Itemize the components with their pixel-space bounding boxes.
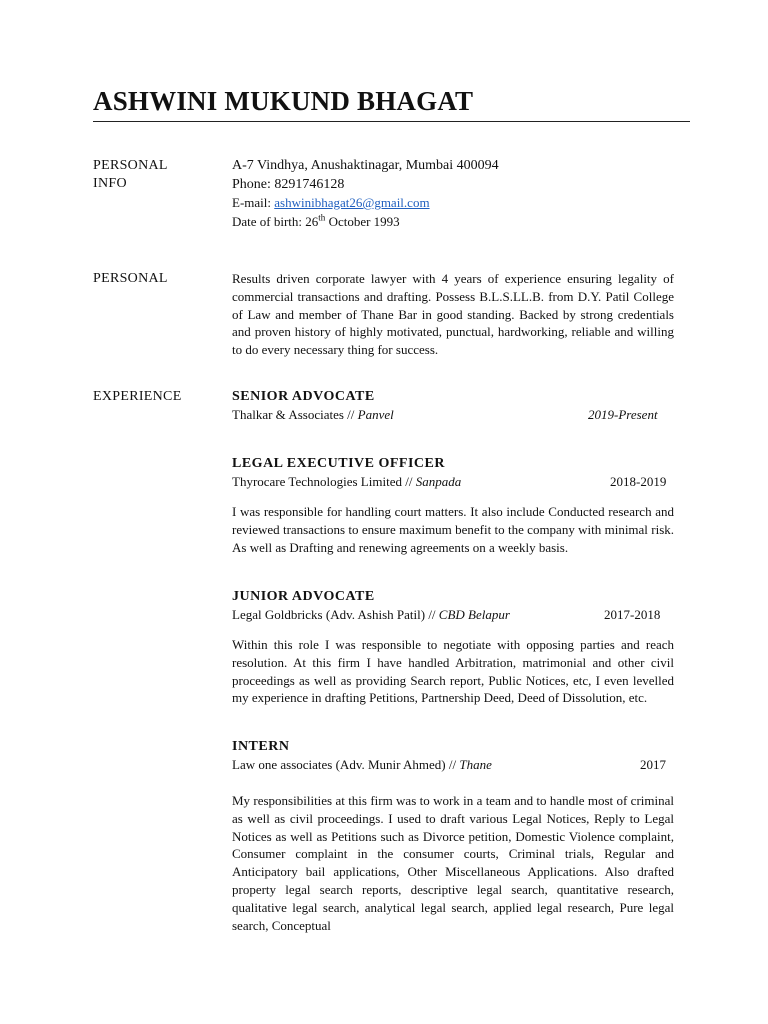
job-org-line: Thyrocare Technologies Limited // Sanpada 2018-2019	[232, 474, 667, 489]
job-years: 2017	[640, 757, 666, 772]
job-years: 2019-Present	[588, 407, 658, 422]
job-org-line: Legal Goldbricks (Adv. Ashish Patil) // CBD Belapur 2017-2018	[232, 607, 661, 622]
job-location: Sanpada	[415, 474, 462, 489]
job-org-line: Law one associates (Adv. Munir Ahmed) // Thane 2017	[232, 757, 666, 772]
job-title: INTERN	[232, 739, 290, 754]
job-title: LEGAL EXECUTIVE OFFICER	[232, 456, 445, 471]
job-org: Law one associates (Adv. Munir Ahmed)	[232, 757, 446, 772]
job-description: I was responsible for handling court matters. It also include Conducted research and reviewed transactions to ensure maximum benefit to the company with minimal risk. As well as Drafting and renewing agreements on a weekly basis.	[232, 504, 674, 555]
phone: Phone: 8291746128	[232, 176, 345, 192]
job-org-line: Thalkar & Associates // Panvel 2019-Present	[232, 407, 658, 422]
job-years: 2017-2018	[604, 607, 661, 622]
personal-info-label: PERSONAL INFO	[93, 158, 168, 191]
job-location: Panvel	[357, 407, 394, 422]
job-entry	[232, 455, 674, 491]
header-divider	[93, 121, 690, 122]
job-entry	[232, 738, 674, 774]
job-location: Thane	[459, 757, 492, 772]
job-org: Thyrocare Technologies Limited	[232, 474, 402, 489]
summary-paragraph: Results driven corporate lawyer with 4 years of experience ensuring legality of commercial transactions and drafting. Possess B.L.S.LL.B. from D.Y. Patil College of Law and member of Thane Bar in good standing. Backed by strong credentials and proven history of highly motivated, punctual, hardworking, reliable and willing to do every necessary thing for success.	[232, 271, 674, 358]
job-org: Thalkar & Associates	[232, 407, 344, 422]
personal-info-section	[232, 157, 674, 231]
date-of-birth: Date of birth: 26th October 1993	[232, 212, 400, 229]
address: A-7 Vindhya, Anushaktinagar, Mumbai 400094	[232, 158, 499, 173]
job-years: 2018-2019	[610, 474, 667, 489]
job-description: My responsibilities at this firm was to work in a team and to handle most of criminal as well as civil proceedings. I used to draft various Legal Notices, Reply to Legal Notices as well as Petitions such as Divorce petition, Domestic Violence complaint, Consumer complaint in the consumer courts, Criminal trials, Regular and Anticipatory bail applications, Other Miscellaneous Applications. Also drafted property legal search reports, descriptive legal search, quantitative research, qualitative legal search, analytical legal search, applied legal research, Pure legal search, Conceptual	[232, 793, 674, 933]
personal-label: PERSONAL	[93, 271, 168, 286]
job-entry	[232, 588, 674, 624]
personal-section	[232, 270, 674, 359]
experience-label: EXPERIENCE	[93, 389, 182, 404]
job-entry	[232, 388, 674, 424]
email-link[interactable]: ashwinibhagat26@gmail.com	[274, 195, 430, 210]
job-title: JUNIOR ADVOCATE	[232, 589, 375, 604]
job-description: Within this role I was responsible to negotiate with opposing parties and reach resolution. At this firm I have handled Arbitration, matrimonial and other civil proceedings as well as providing Search report, Public Notices, etc, I even levelled my experience in drafting Petitions, Partnership Deed, Deed of Dissolution, etc.	[232, 637, 674, 706]
job-location: CBD Belapur	[438, 607, 510, 622]
job-org: Legal Goldbricks (Adv. Ashish Patil)	[232, 607, 426, 622]
job-title: SENIOR ADVOCATE	[232, 389, 375, 404]
email-line: E-mail: ashwinibhagat26@gmail.com	[232, 195, 430, 210]
candidate-name: ASHWINI MUKUND BHAGAT	[93, 86, 474, 116]
